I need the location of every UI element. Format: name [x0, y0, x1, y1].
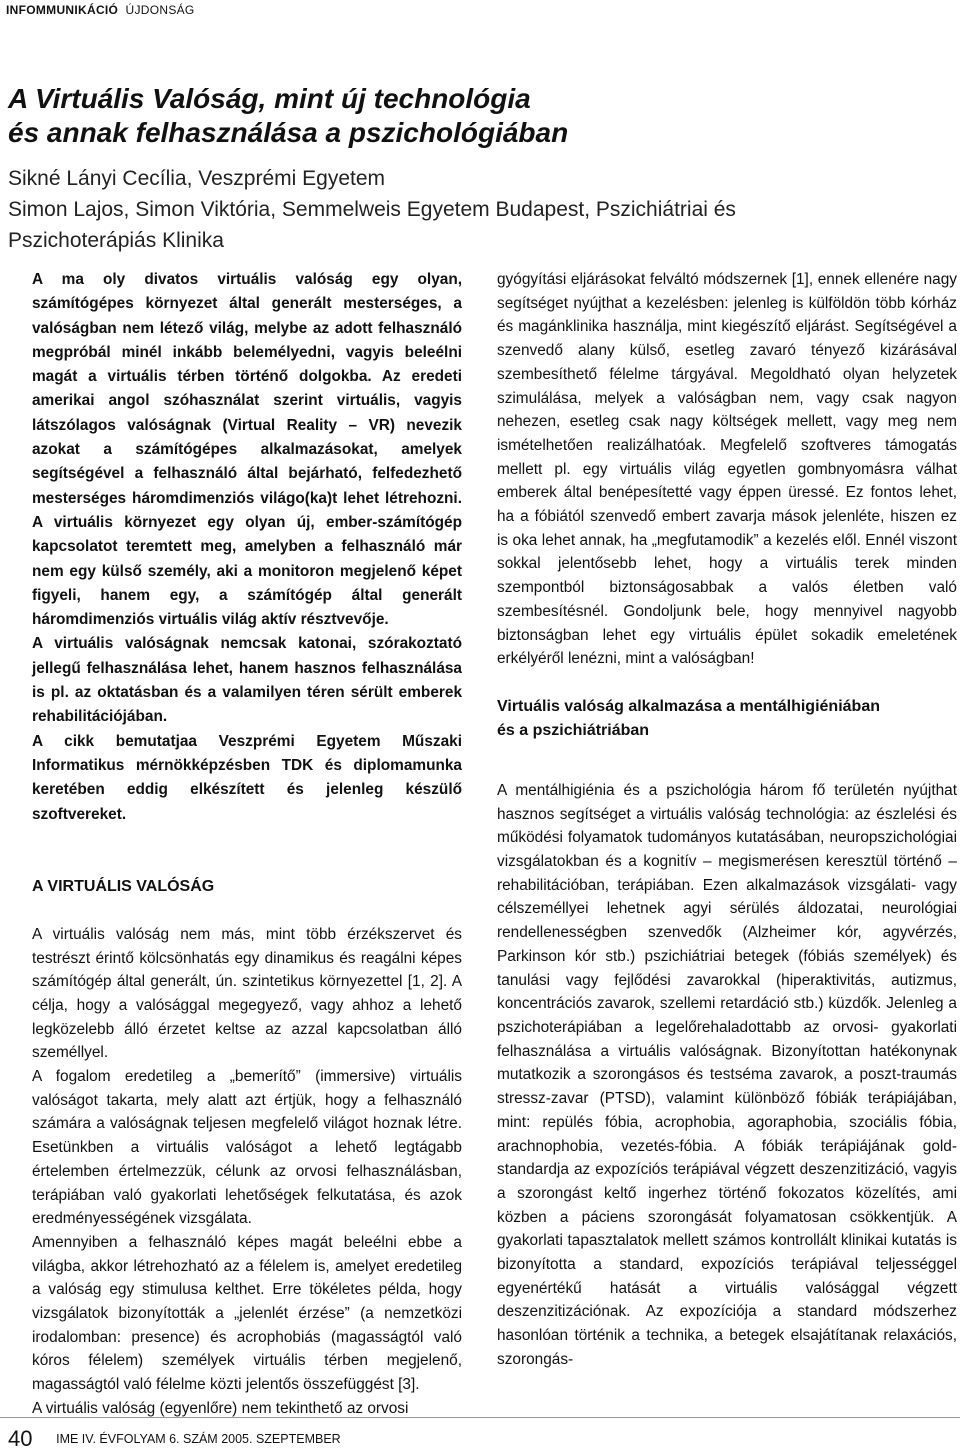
page-footer	[8, 1426, 341, 1452]
left-column	[32, 268, 462, 1421]
footer-divider	[0, 1417, 960, 1418]
body-paragraph-3: Amennyiben a felhasználó képes magát beleélni ebbe a világba, akkor létrehozható az a félelem is, amelyet eredetileg a valóság egy stimulusa kelthet. Erre tökéletes példa, hogy vizsgálatok bizonyították a „jelenlét érzése” (a nemzetközi irodalomban: presence) és acrophobiás (magasságtól való kóros félelem) személyek virtuális térben megjelenő, magasságtól való félelme közti jelentős összefüggést [3].	[32, 1233, 462, 1394]
body-paragraph-4: A virtuális valóság (egyenlőre) nem tekinthető az orvosi	[32, 1399, 409, 1417]
author-line-2: Simon Lajos, Simon Viktória, Semmelweis Egyetem Budapest, Pszichiátriai és	[8, 198, 736, 221]
journal-info: IME IV. ÉVFOLYAM 6. SZÁM 2005. SZEPTEMBER	[56, 1432, 341, 1446]
author-line-1: Sikné Lányi Cecília, Veszprémi Egyetem	[8, 167, 386, 190]
section-label	[6, 3, 195, 17]
section-heading-mental-hygiene	[497, 695, 957, 743]
title-line-1: A Virtuális Valóság, mint új technológia	[8, 83, 531, 114]
right-paragraph-2: A mentálhigiénia és a pszichológia három fő területén nyújthat hasznos segítséget a virtuális valóság technológia: az észlelési és működési folyamatok tudományos kutatásában, neuropszichológiai vizsgálatokban és a kognitív – megismerésen keresztül történő – rehabilitációban, terápiában. Ezen alkalmazások vizsgálati- vagy célszeméllyei lehetnek agyi sérülés áldozatai, neurológiai rendellenességben szenvedők (Alzheimer kór, agyvérzés, Parkinson kór stb.) pszichiátriai betegek (fóbiás személyek) és tanulási vagy fejlődési zavarokkal (hiperaktivitás, autizmus, koncentrációs zavarok, szellemi retardáció stb.) küzdők. Jelenleg a pszichoterápiában a legelőrehaladottabb az orvosi- gyakorlati felhasználása a virtuális valóságnak. Bizonyítottan hatékonynak mutatkozik a szorongásos és testséma zavarok, a poszt-traumás stressz-zavar (PTSD), valamint különböző fóbiák terápiájában, mint: repülés fóbia, acrophobia, agoraphobia, szociális fóbia, arachnophobia, vezetés-fóbia. A fóbiák terápiájának gold-standardja az expozíciós terápiával végzett deszenzitizáció, vagyis a szorongást keltő ingerhez történő fokozatos közelítés, ami közben a páciens szorongását folyamatosan csökkentjük. A gyakorlati tapasztalatok mellett számos kontrollált klinikai kutatás is bizonyította a standard, expozíciós terápiával teljességgel egyenértékű hatását a virtuális valósággal végzett deszenzitizációnak. Az expozíciója a standard módszerhez hasonlóan történik a technika, a betegek elsajátítanak relaxációs, szorongás-	[497, 781, 957, 1368]
lead-paragraph-1: A ma oly divatos virtuális valóság egy olyan, számítógépes környezet által generált mesterséges, a valóságban nem létező világ, melybe az adott felhasználó megpróbál minél inkább belemélyedni, vagyis beleélni magát a virtuális térben történő dolgokba. Az eredeti amerikai angol szóhasználat szerint virtuális, vagyis látszólagos valóságnak (Virtual Reality – VR) nevezik azokat a számítógépes alkalmazásokat, amelyek segítségével a felhasználó által bejárható, felfedezhető mesterséges háromdimenziós világo(ka)t lehet létrehozni. A virtuális környezet egy olyan új, ember-számítógép kapcsolatot teremtett meg, amelyben a felhasználó már nem egy külső személy, aki a monitoron megjelenő képet figyeli, hanem egy, a számítógép által generált háromdimenziós virtuális világ aktív résztvevője.	[32, 271, 462, 629]
body-paragraph-1: A virtuális valóság nem más, mint több érzékszervet és testrészt érintő kölcsönhatás egy dinamikus és reagálni képes számítógép által generált, ún. szintetikus környezettel [1, 2]. A célja, hogy a valósággal megegyező, vagy ahhoz a lehető legközelebb álló érzetet keltse az azzal kapcsolatban álló személlyel.	[32, 925, 462, 1062]
heading-line-2: és a pszichiátriában	[497, 721, 650, 739]
author-block	[8, 163, 736, 256]
page-number: 40	[8, 1426, 33, 1451]
title-line-2: és annak felhasználása a pszichológiában	[8, 117, 569, 148]
body-paragraph-2: A fogalom eredetileg a „bemerítő” (immersive) virtuális valóságot takarta, mely alatt azt értjük, hogy a felhasználó számára a valóságnak teljesen megfelelő világot hoznak létre. Esetünkben a virtuális valóságot a lehető legtágabb értelemben értelmezzük, célunk az orvosi felhasználásban, terápiában való gyakorlati lehetőségek felkutatása, és azok eredményességének vizsgálata.	[32, 1068, 462, 1228]
heading-line-1: Virtuális valóság alkalmazása a mentálhigiéniában	[497, 697, 880, 715]
top-header-bar	[0, 0, 960, 22]
right-paragraph-1: gyógyítási eljárásokat felváltó módszernek [1], ennek ellenére nagy segítséget nyújthat a kezelésben: jelenleg is külföldön több kórház és magánklinika használja, mint kiegészítő eljárást. Segítségével a szenvedő alany külső, esetleg zavaró tényező kizárásával szembesíthető félelme tárgyával. Megoldható olyan helyzetek szimulálása, melyek a valóságban nem, vagy csak nagyon nehezen, esetleg csak nagy költségek mellett, vagy meg nem ismételhetően realizálhatóak. Megfelelő szoftveres támogatás mellett pl. egy virtuális világ egyetlen gombnyomásra válhat emberek által benépesítetté vagy éppen üressé. Ez fontos lehet, ha a fóbiától szenvedő embert zavarja mások jelenléte, hiszen ez is oka lehet annak, ha „megfutamodik” a kezelés elől. Ennél viszont sokkal jelentősebb lehet, hogy a virtuális terek minden szempontból biztonságosabbak a valós életben való szembesítésnél. Gondoljunk bele, hogy mennyivel nagyobb biztonságban lehet egy virtuális épület sokadik emeletének erkélyéről lenézni, mint a valóságban!	[497, 271, 957, 668]
lead-paragraph-3: A cikk bemutatjaa Veszprémi Egyetem Műszaki Informatikus mérnökképzésben TDK és diplomamunka keretében eddig elkészített és jelenleg készülő szoftvereket.	[32, 732, 462, 823]
right-column	[497, 268, 957, 1372]
lead-paragraph-2: A virtuális valóságnak nemcsak katonai, szórakoztató jellegű felhasználása lehet, hanem hasznos felhasználása is pl. az oktatásban és a valamilyen téren sérült emberek rehabilitációjában.	[32, 635, 462, 726]
author-line-3: Pszichoterápiás Klinika	[8, 229, 224, 252]
subsection-name: ÚJDONSÁG	[125, 3, 195, 17]
article-title	[8, 82, 568, 150]
section-name: INFOMMUNIKÁCIÓ	[6, 3, 119, 17]
section-heading-virtual-reality: A VIRTUÁLIS VALÓSÁG	[32, 877, 215, 895]
